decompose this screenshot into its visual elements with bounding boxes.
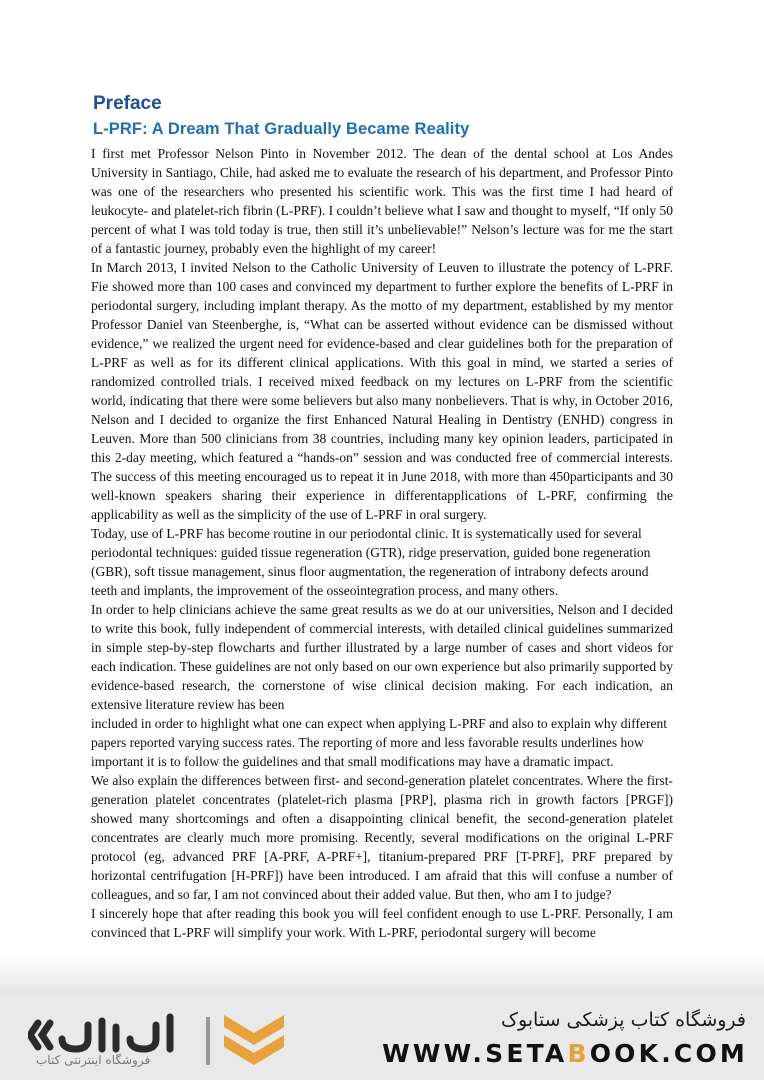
- page-title: Preface: [93, 93, 162, 114]
- watermark-footer: [0, 995, 764, 1080]
- section-subtitle: L-PRF: A Dream That Gradually Became Reality: [93, 120, 470, 138]
- paragraph: In March 2013, I invited Nelson to the Catholic University of Leuven to illustrate the potency of L-PRF. Fie showed more than 100 cases and convinced my department to further explore the benefits of L-PRF in periodontal surgery, including implant therapy. As the motto of my department, established by my mentor Professor Daniel van Steenberghe, is, “What can be asserted without evidence can be dismissed without evidence,” we realized the urgent need for evidence-based and clear guidelines both for the preparation of L-PRF as well as for its different clinical applications. With this goal in mind, we started a series of randomized controlled trials. I received mixed feedback on my lectures on L-PRF from the scientific world, indicating that there were some believers but also many nonbelievers. That is why, in October 2016, Nelson and I decided to organize the first Enhanced Natural Healing in Dentistry (ENHD) congress in Leuven. More than 500 clinicians from 38 countries, including many key opinion leaders, participated in this 2-day meeting, which featured a “hands-on” session and was conducted free of commercial interests. The success of this meeting encouraged us to repeat it in June 2018, with more than 450participants and 30 well-known speakers sharing their experience in differentapplications of L-PRF, confirming the applicability as well as the simplicity of the use of L-PRF in oral surgery.: [91, 260, 673, 522]
- url-suffix: OOK.COM: [589, 1039, 748, 1068]
- paragraph: Today, use of L-PRF has become routine in our periodontal clinic. It is systematically used for several periodontal techniques: guided tissue regeneration (GTR), ridge preservation, guided bone regeneration (GBR), soft tissue management, sinus floor augmentation, the regeneration of intrabony defects around teeth and implants, the improvement of the osseointegration process, and many others.: [91, 526, 651, 598]
- url-accent-letter: B: [567, 1039, 590, 1068]
- paragraph: I sincerely hope that after reading this book you will feel confident enough to use L-PRF. Personally, I am convinced that L-PRF will simplify your work. With L-PRF, periodontal surgery will become: [91, 906, 673, 940]
- paragraph: In order to help clinicians achieve the same great results as we do at our universities, Nelson and I decided to write this book, fully independent of commercial interests, with detailed clinical guidelines summarized in simple step-by-step flowcharts and further illustrated by a large number of cases and short videos for each indication. These guidelines are not only based on our own experience but also primarily supported by evidence-based research, the cornerstone of wise clinical decision making. For each indication, an extensive literature review has been: [91, 602, 673, 712]
- shop-name: فروشگاه کتاب پزشکی ستابوک: [500, 1009, 746, 1031]
- footer-fade: [0, 955, 764, 995]
- shop-url: [382, 1039, 748, 1068]
- logo-subtitle: فروشگاه اینترنتی کتاب: [36, 1053, 151, 1067]
- body-text: [91, 144, 673, 942]
- url-prefix: WWW.SETA: [382, 1039, 568, 1068]
- paragraph: included in order to highlight what one can expect when applying L-PRF and also to explain why different papers reported varying success rates. The reporting of more and less favorable results underlines how important it is to follow the guidelines and that small modifications may have a dramatic impact.: [91, 716, 667, 769]
- paragraph: We also explain the differences between first- and second-generation platelet concentrates. Where the first-generation platelet concentrates (platelet-rich plasma [PRP], plasma rich in growth factors [PRGF]) showed many shortcomings and often a disappointing clinical benefit, the second-generation platelet concentrates are clearly much more promising. Recently, several modifications on the original L-PRF protocol (eg, advanced PRF [A-PRF, A-PRF+], titanium-prepared PRF [T-PRF], PRF prepared by horizontal centrifugation [H-PRF]) have been introduced. I am afraid that this will confuse a number of colleagues, and so far, I am not convinced about their added value. But then, who am I to judge?: [91, 773, 673, 902]
- paragraph: I first met Professor Nelson Pinto in November 2012. The dean of the dental school at Los Andes University in Santiago, Chile, had asked me to evaluate the research of his department, and Professor Pinto was one of the researchers who presented his scientific work. This was the first time I had heard of leukocyte- and platelet-rich fibrin (L-PRF). I couldn’t believe what I saw and thought to myself, “If only 50 percent of what I was told today is true, then still it’s unbelievable!” Nelson’s lecture was for me the start of a fantastic journey, probably even the highlight of my career!: [91, 146, 673, 256]
